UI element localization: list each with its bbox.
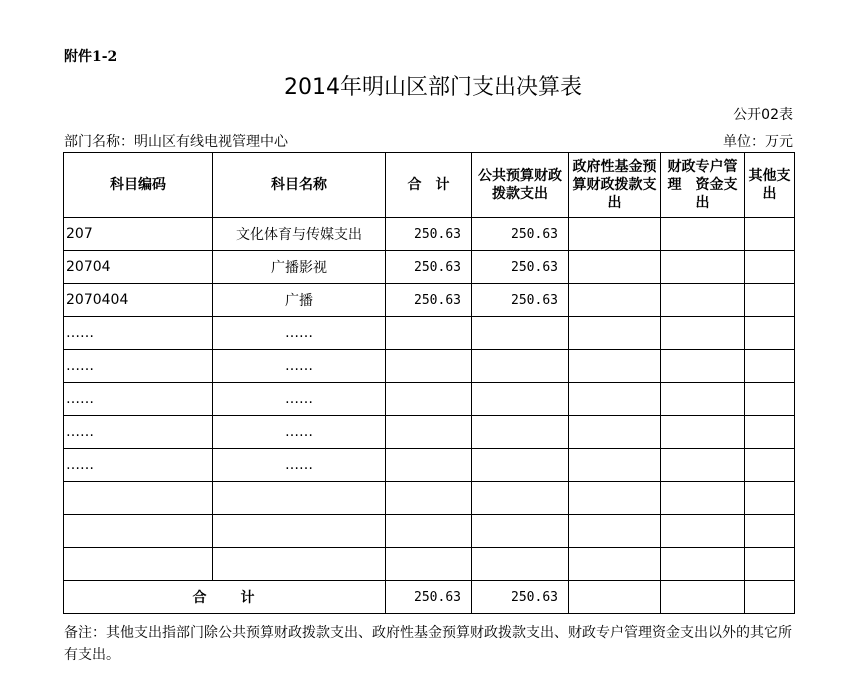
cell-name: ……	[213, 350, 386, 383]
cell-other	[745, 416, 795, 449]
table-row	[64, 482, 795, 515]
cell-gov-fund	[569, 251, 661, 284]
cell-public-budget	[472, 317, 569, 350]
cell-gov-fund	[569, 317, 661, 350]
cell-code: ……	[64, 416, 213, 449]
cell-other	[745, 251, 795, 284]
header-total: 合 计	[386, 153, 472, 218]
header-name: 科目名称	[213, 153, 386, 218]
cell-other	[745, 482, 795, 515]
cell-total	[386, 449, 472, 482]
cell-special	[661, 218, 745, 251]
cell-code: ……	[64, 383, 213, 416]
cell-gov-fund	[569, 416, 661, 449]
table-row	[64, 548, 795, 581]
unit-label: 单位：万元	[723, 134, 793, 150]
footnote: 备注：其他支出指部门除公共预算财政拨款支出、政府性基金预算财政拨款支出、财政专户管理资金支出以外的其它所有支出。	[64, 625, 792, 663]
cell-total	[386, 482, 472, 515]
table-row	[64, 251, 795, 284]
cell-special	[661, 251, 745, 284]
cell-special	[661, 515, 745, 548]
cell-gov-fund	[569, 350, 661, 383]
cell-other	[745, 515, 795, 548]
cell-other	[745, 218, 795, 251]
table-row	[64, 284, 795, 317]
cell-name	[213, 482, 386, 515]
cell-total	[386, 317, 472, 350]
department-name: 部门名称：明山区有线电视管理中心	[64, 134, 288, 150]
cell-total	[386, 350, 472, 383]
cell-public-budget	[472, 350, 569, 383]
cell-gov-fund	[569, 284, 661, 317]
header-public-budget: 公共预算财政拨款支出	[472, 153, 569, 218]
cell-name: ……	[213, 416, 386, 449]
cell-code: ……	[64, 350, 213, 383]
header-code: 科目编码	[64, 153, 213, 218]
cell-code: 2070404	[64, 284, 213, 317]
cell-code	[64, 482, 213, 515]
total-special	[661, 581, 745, 614]
cell-public-budget	[472, 548, 569, 581]
cell-name: 广播影视	[213, 251, 386, 284]
expenditure-table	[63, 152, 795, 614]
cell-gov-fund	[569, 548, 661, 581]
cell-special	[661, 416, 745, 449]
form-code: 公开02表	[733, 107, 793, 123]
cell-gov-fund	[569, 482, 661, 515]
total-label: 合 计	[64, 581, 386, 614]
cell-total: 250.63	[386, 218, 472, 251]
cell-special	[661, 317, 745, 350]
cell-other	[745, 350, 795, 383]
cell-public-budget	[472, 416, 569, 449]
cell-code: ……	[64, 317, 213, 350]
cell-special	[661, 449, 745, 482]
cell-name: ……	[213, 383, 386, 416]
cell-total: 250.63	[386, 251, 472, 284]
cell-name: ……	[213, 449, 386, 482]
table-row	[64, 317, 795, 350]
cell-gov-fund	[569, 383, 661, 416]
cell-public-budget: 250.63	[472, 218, 569, 251]
table-row	[64, 383, 795, 416]
cell-gov-fund	[569, 515, 661, 548]
table-row	[64, 218, 795, 251]
cell-special	[661, 284, 745, 317]
cell-public-budget: 250.63	[472, 284, 569, 317]
cell-total	[386, 416, 472, 449]
cell-total	[386, 548, 472, 581]
cell-special	[661, 350, 745, 383]
cell-other	[745, 383, 795, 416]
table-row	[64, 449, 795, 482]
attachment-label: 附件1-2	[64, 49, 118, 65]
header-special: 财政专户管理 资金支出	[661, 153, 745, 218]
header-row	[64, 153, 795, 218]
cell-name	[213, 515, 386, 548]
cell-other	[745, 284, 795, 317]
cell-name: ……	[213, 317, 386, 350]
page-title: 2014年明山区部门支出决算表	[284, 75, 582, 100]
cell-other	[745, 548, 795, 581]
table-row	[64, 416, 795, 449]
header-other: 其他支出	[745, 153, 795, 218]
cell-name	[213, 548, 386, 581]
cell-total	[386, 383, 472, 416]
cell-public-budget	[472, 515, 569, 548]
cell-code	[64, 548, 213, 581]
table-row	[64, 350, 795, 383]
cell-code: 207	[64, 218, 213, 251]
cell-code: 20704	[64, 251, 213, 284]
cell-gov-fund	[569, 449, 661, 482]
cell-public-budget	[472, 383, 569, 416]
cell-total	[386, 515, 472, 548]
cell-special	[661, 548, 745, 581]
cell-other	[745, 317, 795, 350]
total-gov-fund	[569, 581, 661, 614]
total-row	[64, 581, 795, 614]
cell-other	[745, 449, 795, 482]
cell-code: ……	[64, 449, 213, 482]
total-value: 250.63	[386, 581, 472, 614]
cell-public-budget	[472, 449, 569, 482]
cell-code	[64, 515, 213, 548]
cell-name: 文化体育与传媒支出	[213, 218, 386, 251]
cell-special	[661, 482, 745, 515]
cell-public-budget: 250.63	[472, 251, 569, 284]
cell-name: 广播	[213, 284, 386, 317]
cell-gov-fund	[569, 218, 661, 251]
header-gov-fund: 政府性基金预算财政拨款支出	[569, 153, 661, 218]
total-other	[745, 581, 795, 614]
cell-total: 250.63	[386, 284, 472, 317]
total-public-budget: 250.63	[472, 581, 569, 614]
table-row	[64, 515, 795, 548]
cell-public-budget	[472, 482, 569, 515]
cell-special	[661, 383, 745, 416]
